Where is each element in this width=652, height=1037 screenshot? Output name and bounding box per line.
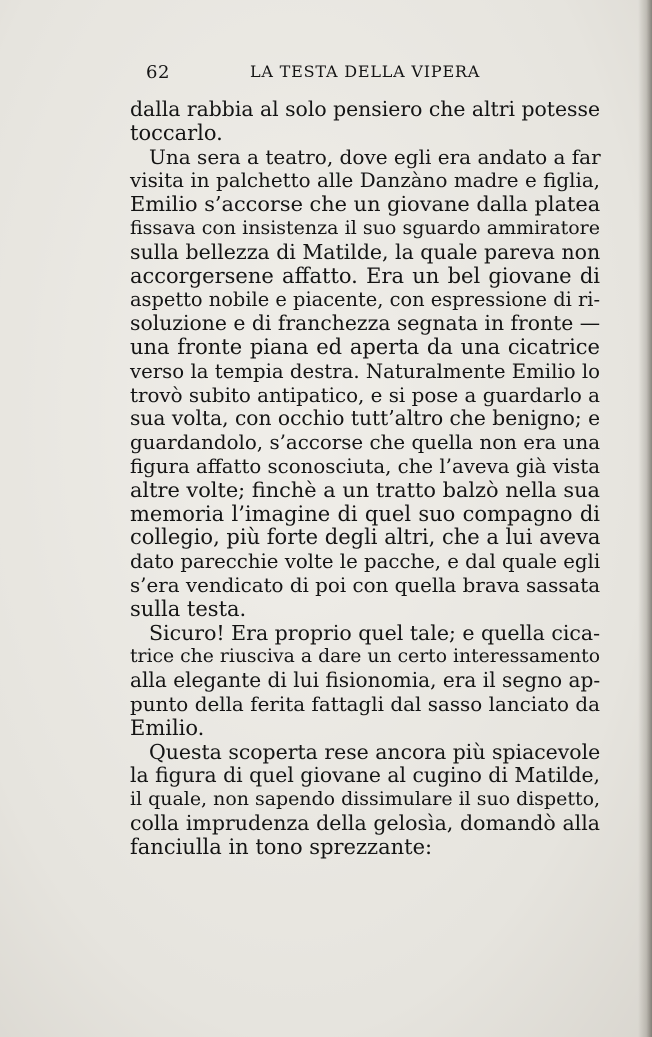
page-header xyxy=(146,62,506,88)
text-line: Emilio s’accorse che un giovane dalla platea xyxy=(130,192,601,217)
text-line: guardandolo, s’accorse che quella non era una xyxy=(130,431,600,455)
text-line: Emilio. xyxy=(130,715,205,740)
text-line: memoria l’imagine di quel suo compagno di xyxy=(130,501,600,526)
text-line: Una sera a teatro, dove egli era andato a far xyxy=(149,144,601,169)
text-line: Questa scoperta rese ancora più spiacevole xyxy=(149,739,601,764)
text-line: sulla testa. xyxy=(130,596,247,621)
text-line: colla imprudenza della gelosìa, domandò alla xyxy=(130,810,600,835)
text-line: dalla rabbia al solo pensiero che altri potesse xyxy=(130,97,600,121)
text-line: trovò subito antipatico, e si pose a guardarlo a xyxy=(130,383,600,407)
text-line: sulla bellezza di Matilde, la quale pareva non xyxy=(130,239,601,264)
page-binding-shadow xyxy=(638,0,652,1037)
text-line: una fronte piana ed aperta da una cicatrice xyxy=(130,334,600,359)
text-line: verso la tempia destra. Naturalmente Emilio lo xyxy=(130,359,600,383)
text-line: dato parecchie volte le pacche, e dal quale egli xyxy=(130,550,601,574)
text-line: sua volta, con occhio tutt’altro che benigno; e xyxy=(130,406,601,431)
body-text xyxy=(130,98,600,860)
page-number: 62 xyxy=(146,62,170,83)
text-line: aspetto nobile e piacente, con espressione di ri- xyxy=(130,288,600,312)
text-line: Sicuro! Era proprio quel tale; e quella cica- xyxy=(149,620,601,645)
running-title: LA TESTA DELLA VIPERA xyxy=(250,62,481,81)
text-line: visita in palchetto alle Danzàno madre e figlia, xyxy=(130,169,600,193)
text-line: toccarlo. xyxy=(130,120,223,145)
text-line: altre volte; finchè a un tratto balzò nella sua xyxy=(130,477,600,502)
text-line: trice che riusciva a dare un certo interessamento xyxy=(130,646,600,668)
text-line: alla elegante di lui fisionomia, era il segno ap- xyxy=(130,668,601,693)
text-line: punto della ferita fattagli dal sasso lanciato da xyxy=(130,692,600,716)
text-line: s’era vendicato di poi con quella brava sassata xyxy=(130,573,601,597)
text-line: il quale, non sapendo dissimulare il suo dispetto, xyxy=(130,788,600,811)
text-line: fissava con insistenza il suo sguardo ammiratore xyxy=(130,216,600,239)
text-line: accorgersene affatto. Era un bel giovane di xyxy=(130,263,600,288)
text-line: fanciulla in tono sprezzante: xyxy=(130,834,433,859)
text-line: collegio, più forte degli altri, che a lui aveva xyxy=(130,525,601,550)
text-line: la figura di quel giovane al cugino di Matilde, xyxy=(130,763,600,788)
text-line: figura affatto sconosciuta, che l’aveva già vista xyxy=(130,454,600,478)
text-line: soluzione e di franchezza segnata in fronte — xyxy=(130,311,601,336)
